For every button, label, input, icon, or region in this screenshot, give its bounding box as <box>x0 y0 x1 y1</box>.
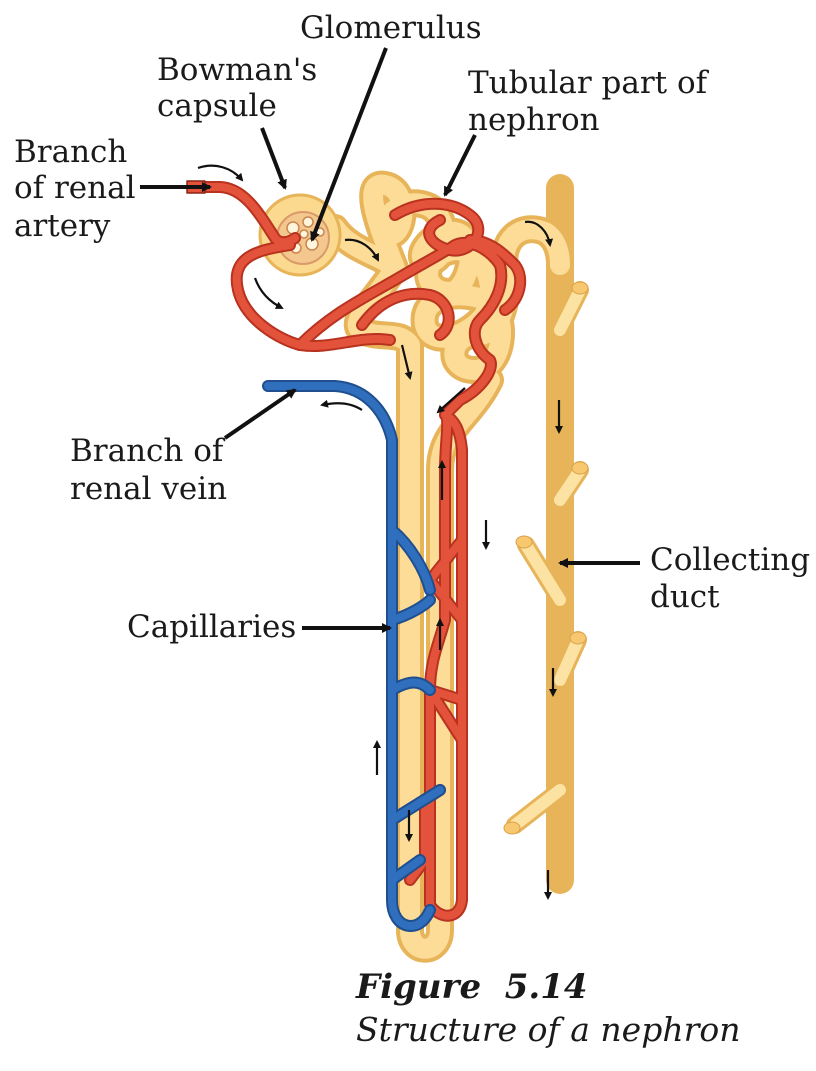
label-glomerulus: Glomerulus <box>300 10 482 46</box>
label-tubular-line1: Tubular part of <box>468 65 708 101</box>
label-bowmans-line2: capsule <box>157 88 277 124</box>
label-artery-line1: Branch <box>14 134 128 170</box>
label-bowmans-line1: Bowman's <box>157 52 318 88</box>
label-artery-line3: artery <box>14 208 111 244</box>
label-tubular-line2: nephron <box>468 102 600 138</box>
vein-leader <box>225 390 295 438</box>
figure-number: Figure 5.14 <box>356 967 588 1007</box>
label-capillaries: Capillaries <box>127 609 297 645</box>
bowmans-leader <box>262 128 285 188</box>
label-artery-line2: of renal <box>14 170 136 206</box>
label-collecting-line2: duct <box>650 579 720 615</box>
label-vein-line2: renal vein <box>70 471 228 507</box>
label-vein-line1: Branch of <box>70 433 224 469</box>
tubular-leader <box>445 135 475 195</box>
figure-title: Structure of a nephron <box>356 1010 741 1049</box>
label-collecting-line1: Collecting <box>650 542 811 578</box>
